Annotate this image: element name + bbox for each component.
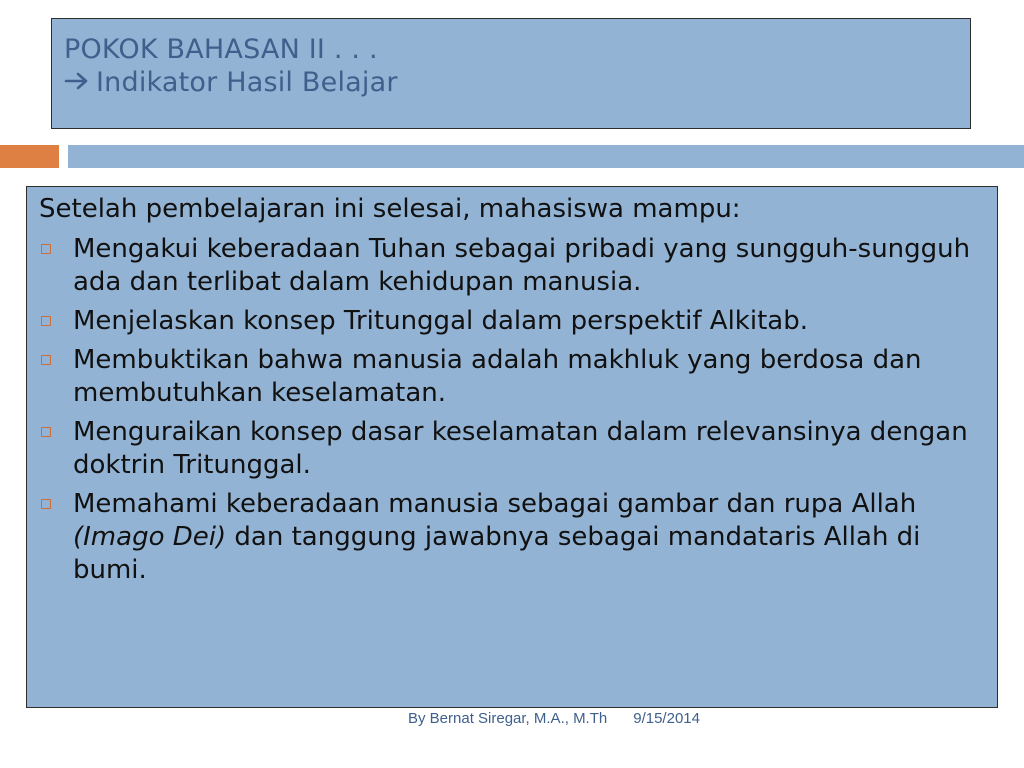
footer-date: 9/15/2014 — [633, 710, 700, 727]
square-bullet-icon — [41, 355, 51, 365]
list-item-text-part: Memahami keberadaan manusia sebagai gambar dan rupa Allah — [73, 489, 917, 519]
list-item-text: Membuktikan bahwa manusia adalah makhluk yang berdosa dan membutuhkan keselamatan. — [73, 345, 922, 408]
title-box — [51, 18, 971, 129]
content-box — [26, 186, 998, 708]
square-bullet-icon — [41, 499, 51, 509]
list-item-text: Menguraikan konsep dasar keselamatan dalam relevansinya dengan doktrin Tritunggal. — [73, 417, 968, 480]
square-bullet-icon — [41, 316, 51, 326]
list-item — [39, 305, 987, 338]
accent-bar-blue — [68, 145, 1024, 168]
slide-subtitle-line — [64, 66, 958, 99]
list-item-text: Mengakui keberadaan Tuhan sebagai pribadi yang sungguh-sungguh ada dan terlibat dalam kehidupan manusia. — [73, 234, 971, 297]
accent-bar-orange — [0, 145, 59, 168]
slide-title: POKOK BAHASAN II . . . — [64, 34, 378, 65]
indicator-list — [39, 233, 987, 587]
square-bullet-icon — [41, 427, 51, 437]
slide-subtitle: Indikator Hasil Belajar — [96, 67, 398, 98]
list-item — [39, 488, 987, 587]
list-item — [39, 344, 987, 410]
list-item — [39, 233, 987, 299]
square-bullet-icon — [41, 244, 51, 254]
footer — [408, 710, 700, 727]
footer-author: By Bernat Siregar, M.A., M.Th — [408, 710, 608, 727]
right-arrow-icon — [64, 66, 96, 99]
list-item-text-part: dan tanggung jawabnya sebagai mandataris Allah di bumi. — [73, 522, 921, 585]
list-item-text: Menjelaskan konsep Tritunggal dalam perspektif Alkitab. — [73, 306, 808, 336]
intro-text: Setelah pembelajaran ini selesai, mahasiswa mampu: — [39, 194, 741, 224]
list-item-text — [73, 489, 920, 585]
imago-dei-term: (Imago Dei) — [73, 522, 227, 552]
list-item — [39, 416, 987, 482]
